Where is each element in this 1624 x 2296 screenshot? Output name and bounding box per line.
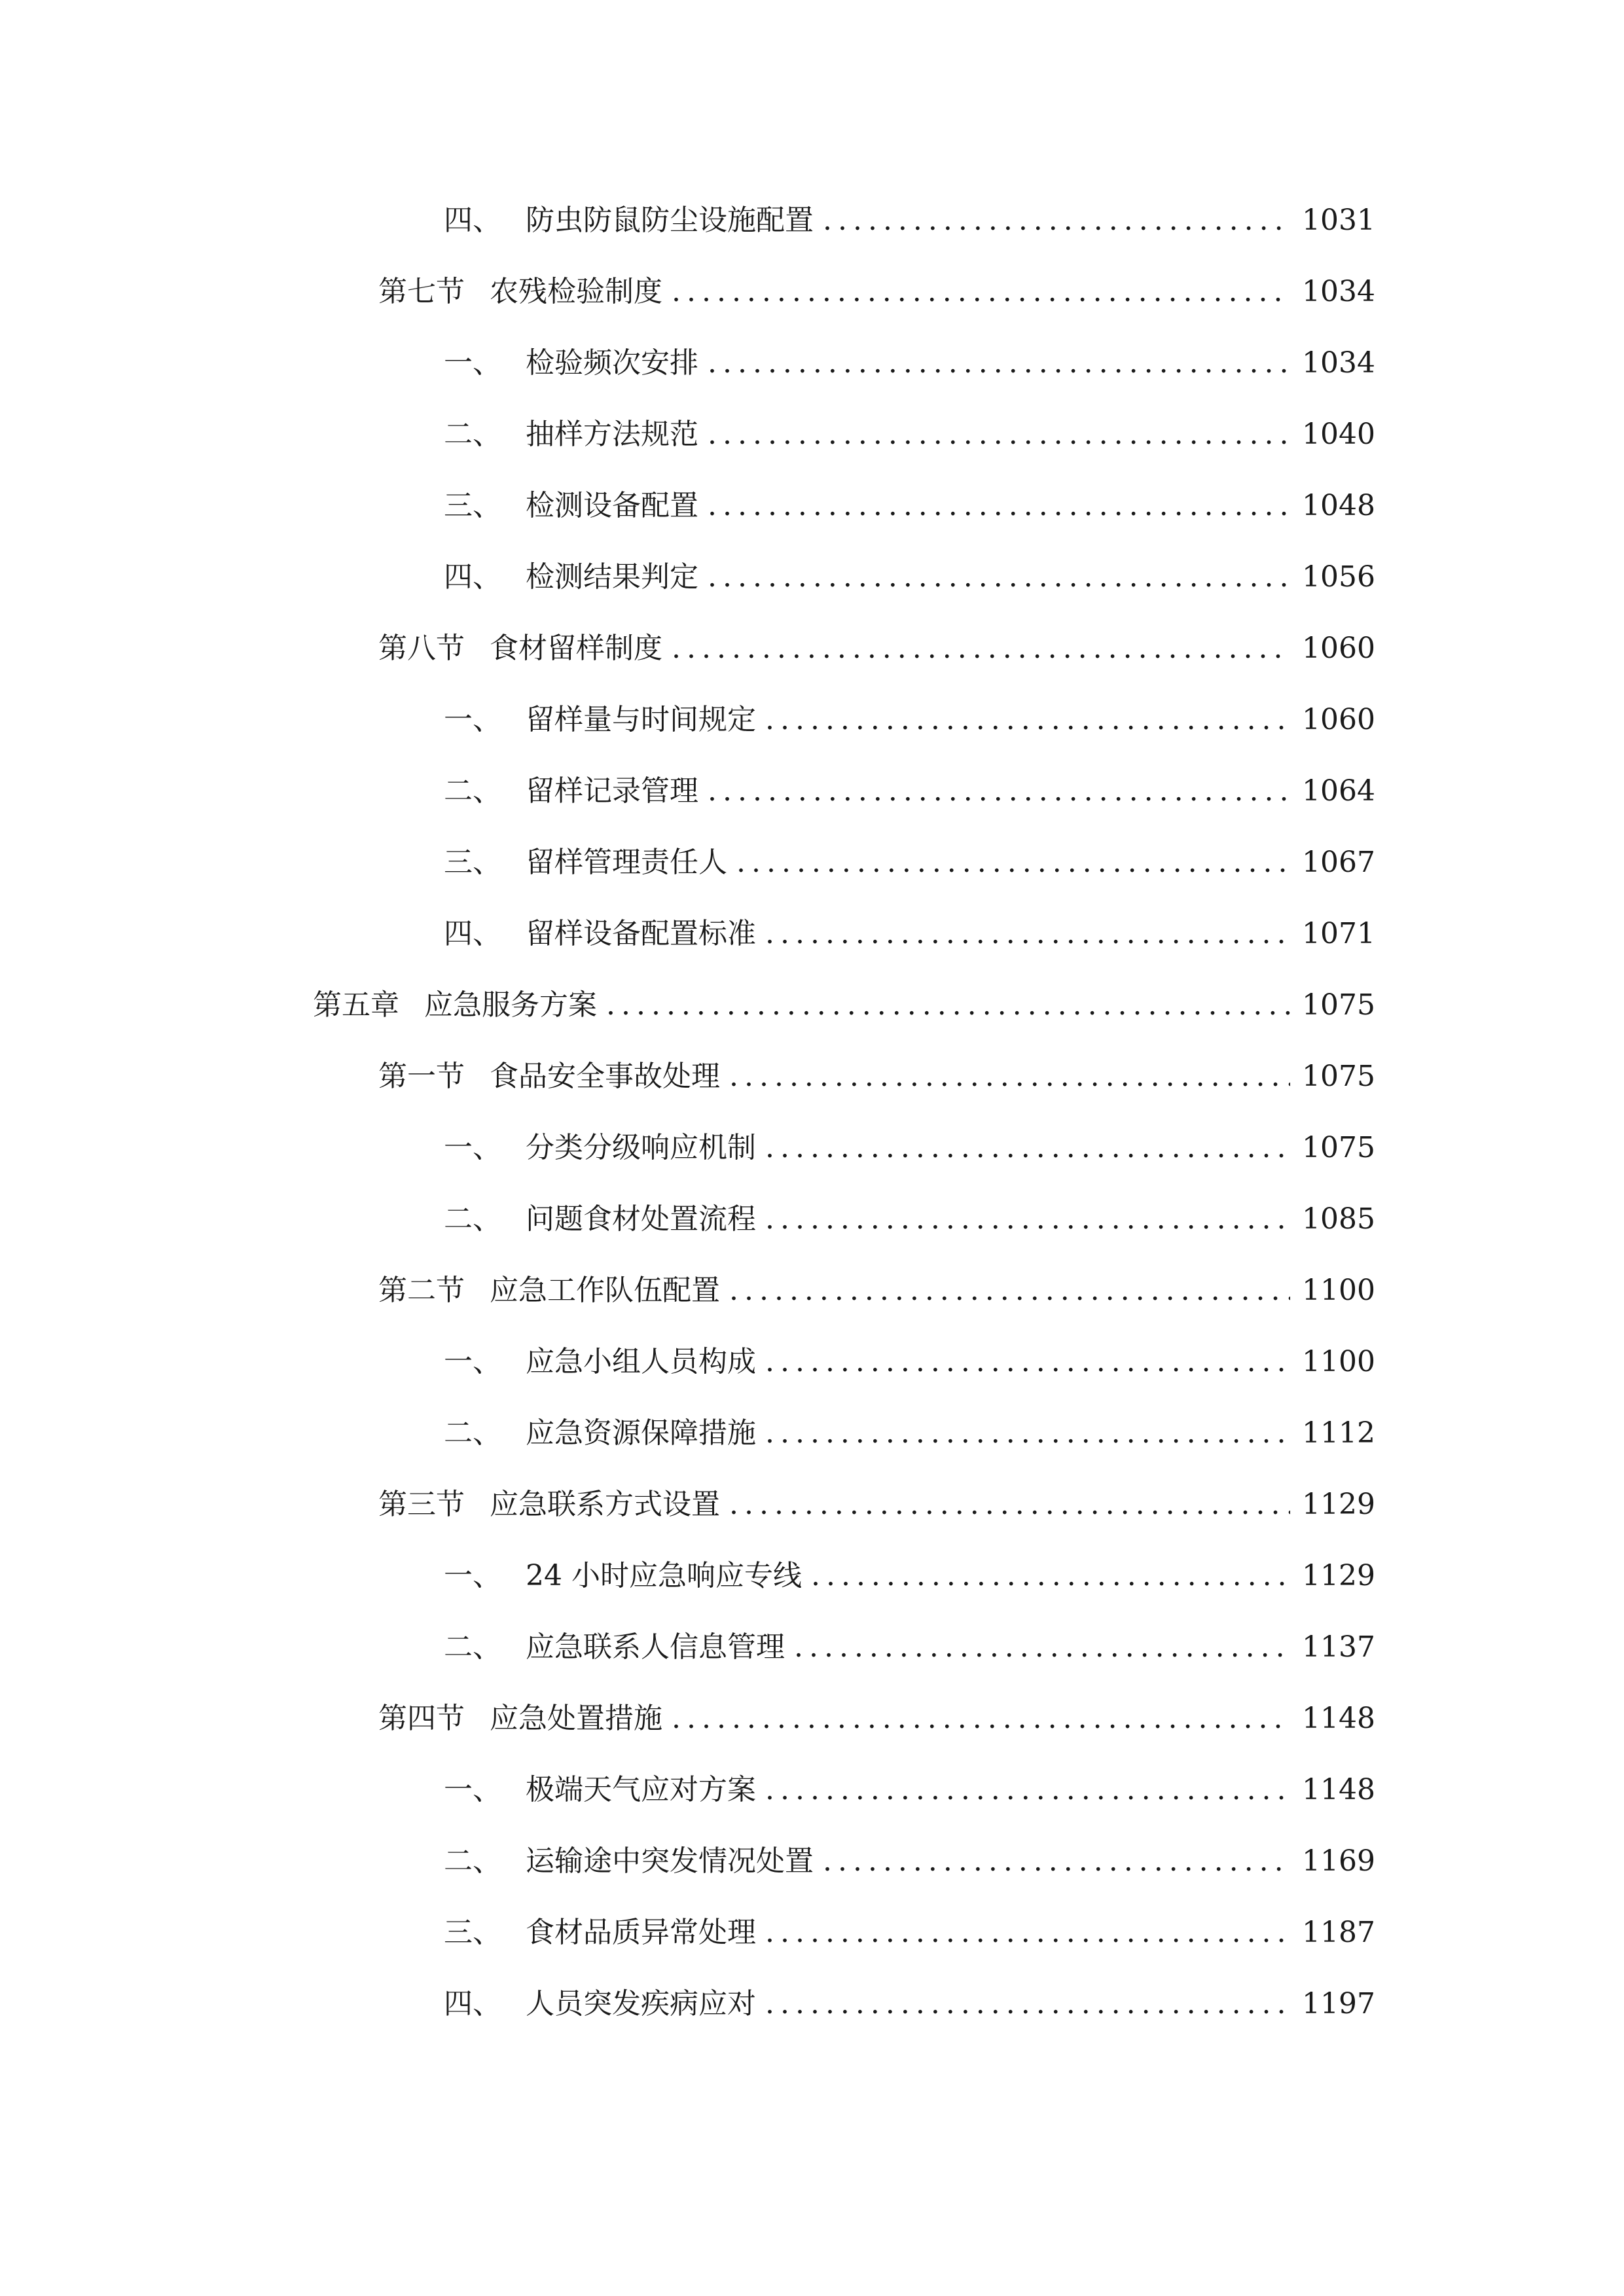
toc-entry-number: 第八节 <box>378 632 465 665</box>
toc-entry-title: 运输途中突发情况处置 <box>526 1844 814 1878</box>
toc-entry-page: 1197 <box>1302 1987 1375 2020</box>
toc-entry[interactable] <box>444 1978 1375 2030</box>
toc-entry[interactable] <box>444 1122 1375 1174</box>
toc-entry-title: 农残检验制度 <box>490 275 662 308</box>
toc-entry-title: 应急联系方式设置 <box>490 1488 720 1521</box>
toc-entry[interactable] <box>444 1835 1375 1888</box>
dot-leader <box>708 551 1290 603</box>
toc-entry-title: 检测设备配置 <box>526 489 698 522</box>
toc-entry[interactable] <box>313 979 1375 1031</box>
toc-entry-number: 一、 <box>444 1345 501 1378</box>
toc-entry-number: 一、 <box>444 703 501 736</box>
dot-leader <box>794 1621 1290 1674</box>
toc-entry[interactable] <box>444 1907 1375 1959</box>
toc-entry-page: 1129 <box>1302 1488 1375 1521</box>
toc-entry-title: 问题食材处置流程 <box>526 1202 756 1236</box>
dot-leader <box>729 1479 1290 1531</box>
toc-entry-page: 1034 <box>1302 275 1375 308</box>
toc-entry-number: 一、 <box>444 1559 501 1592</box>
toc-entry[interactable] <box>444 1621 1375 1674</box>
toc-entry-page: 1137 <box>1302 1630 1375 1664</box>
toc-entry-page: 1060 <box>1302 632 1375 665</box>
toc-entry[interactable] <box>378 1693 1375 1745</box>
toc-entry-number: 第二节 <box>378 1274 465 1307</box>
toc-entry-number: 第一节 <box>378 1060 465 1093</box>
dot-leader <box>672 622 1290 675</box>
toc-entry-page: 1129 <box>1302 1559 1375 1592</box>
toc-entry[interactable] <box>444 836 1375 889</box>
toc-entry-page: 1100 <box>1302 1274 1375 1307</box>
toc-entry-title: 食品安全事故处理 <box>490 1060 720 1093</box>
toc-entry-title: 检测结果判定 <box>526 560 698 594</box>
toc-entry-title: 应急工作队伍配置 <box>490 1274 720 1307</box>
toc-entry-title: 食材留样制度 <box>490 632 662 665</box>
toc-entry[interactable] <box>378 622 1375 675</box>
dot-leader <box>672 266 1290 318</box>
dot-leader <box>729 1265 1290 1317</box>
dot-leader <box>823 1835 1290 1888</box>
toc-entry[interactable] <box>444 1336 1375 1388</box>
dot-leader <box>736 836 1290 889</box>
toc-entry-title: 留样管理责任人 <box>526 846 727 879</box>
toc-entry-number: 第七节 <box>378 275 465 308</box>
toc-entry-number: 二、 <box>444 1630 501 1664</box>
dot-leader <box>765 1764 1290 1816</box>
toc-entry[interactable] <box>378 1265 1375 1317</box>
dot-leader <box>811 1550 1290 1602</box>
toc-entry-title: 应急小组人员构成 <box>526 1345 756 1378</box>
toc-entry-title: 应急资源保障措施 <box>526 1416 756 1450</box>
toc-entry-title: 抽样方法规范 <box>526 418 698 451</box>
toc-entry-title: 食材品质异常处理 <box>526 1916 756 1949</box>
toc-entry-title: 应急处置措施 <box>490 1702 662 1735</box>
dot-leader <box>823 194 1290 247</box>
toc-entry-page: 1031 <box>1302 204 1375 237</box>
toc-entry-page: 1085 <box>1302 1202 1375 1236</box>
toc-entry-title: 检验频次安排 <box>526 346 698 380</box>
toc-entry-page: 1067 <box>1302 846 1375 879</box>
toc-entry-page: 1048 <box>1302 489 1375 522</box>
toc-entry-page: 1056 <box>1302 560 1375 594</box>
toc-entry-number: 二、 <box>444 774 501 808</box>
dot-leader <box>606 979 1290 1031</box>
dot-leader <box>708 480 1290 532</box>
toc-entry-title: 分类分级响应机制 <box>526 1131 756 1164</box>
dot-leader <box>672 1693 1290 1745</box>
toc-entry-page: 1060 <box>1302 703 1375 736</box>
toc-entry-number: 第四节 <box>378 1702 465 1735</box>
toc-entry-page: 1034 <box>1302 346 1375 380</box>
dot-leader <box>765 908 1290 960</box>
toc-entry[interactable] <box>378 266 1375 318</box>
toc-entry-title: 留样量与时间规定 <box>526 703 756 736</box>
dot-leader <box>765 1407 1290 1460</box>
dot-leader <box>765 1193 1290 1246</box>
toc-entry-number: 四、 <box>444 917 501 950</box>
toc-entry-number: 第五章 <box>313 988 399 1022</box>
toc-entry[interactable] <box>378 1479 1375 1531</box>
toc-entry[interactable] <box>444 1407 1375 1460</box>
toc-entry[interactable] <box>444 194 1375 247</box>
toc-entry[interactable] <box>444 1550 1375 1602</box>
toc-entry[interactable] <box>444 1764 1375 1816</box>
toc-entry[interactable] <box>444 337 1375 389</box>
toc-entry[interactable] <box>444 694 1375 746</box>
toc-entry-page: 1148 <box>1302 1702 1375 1735</box>
toc-entry[interactable] <box>444 408 1375 461</box>
toc-entry[interactable] <box>444 480 1375 532</box>
dot-leader <box>708 765 1290 817</box>
dot-leader <box>765 1907 1290 1959</box>
toc-entry-title: 应急联系人信息管理 <box>526 1630 785 1664</box>
toc-entry-number: 二、 <box>444 1416 501 1450</box>
toc-entry-number: 一、 <box>444 1773 501 1806</box>
toc-entry-number: 二、 <box>444 1202 501 1236</box>
toc-entry-page: 1064 <box>1302 774 1375 808</box>
toc-entry[interactable] <box>444 765 1375 817</box>
toc-entry-page: 1071 <box>1302 917 1375 950</box>
toc-entry[interactable] <box>444 908 1375 960</box>
toc-entry-title: 防虫防鼠防尘设施配置 <box>526 204 814 237</box>
dot-leader <box>765 1978 1290 2030</box>
toc-entry-title: 留样设备配置标准 <box>526 917 756 950</box>
toc-entry-title: 人员突发疾病应对 <box>526 1987 756 2020</box>
toc-entry-number: 一、 <box>444 1131 501 1164</box>
toc-entry-title: 极端天气应对方案 <box>526 1773 756 1806</box>
toc-entry-number: 三、 <box>444 846 501 879</box>
dot-leader <box>765 1122 1290 1174</box>
toc-entry[interactable] <box>444 1193 1375 1246</box>
toc-entry-number: 三、 <box>444 1916 501 1949</box>
toc-entry[interactable] <box>444 551 1375 603</box>
toc-entry-number: 四、 <box>444 560 501 594</box>
toc-entry-page: 1075 <box>1302 988 1375 1022</box>
dot-leader <box>765 1336 1290 1388</box>
toc-entry[interactable] <box>378 1050 1375 1103</box>
dot-leader <box>708 408 1290 461</box>
toc-entry-number: 二、 <box>444 1844 501 1878</box>
dot-leader <box>765 694 1290 746</box>
toc-entry-number: 四、 <box>444 1987 501 2020</box>
toc-entry-number: 一、 <box>444 346 501 380</box>
toc-entry-page: 1100 <box>1302 1345 1375 1378</box>
toc-entry-number: 四、 <box>444 204 501 237</box>
toc-entry-title: 24 小时应急响应专线 <box>526 1559 802 1592</box>
toc-entry-title: 应急服务方案 <box>424 988 597 1022</box>
dot-leader <box>729 1050 1290 1103</box>
toc-entry-page: 1075 <box>1302 1060 1375 1093</box>
toc-entry-title: 留样记录管理 <box>526 774 698 808</box>
dot-leader <box>708 337 1290 389</box>
toc-entry-number: 三、 <box>444 489 501 522</box>
toc-entry-page: 1187 <box>1302 1916 1375 1949</box>
toc-entry-page: 1112 <box>1302 1416 1375 1450</box>
toc-entry-number: 二、 <box>444 418 501 451</box>
toc-entry-page: 1148 <box>1302 1773 1375 1806</box>
toc-entry-number: 第三节 <box>378 1488 465 1521</box>
toc-entry-page: 1040 <box>1302 418 1375 451</box>
toc-entry-page: 1169 <box>1302 1844 1375 1878</box>
toc-entry-page: 1075 <box>1302 1131 1375 1164</box>
